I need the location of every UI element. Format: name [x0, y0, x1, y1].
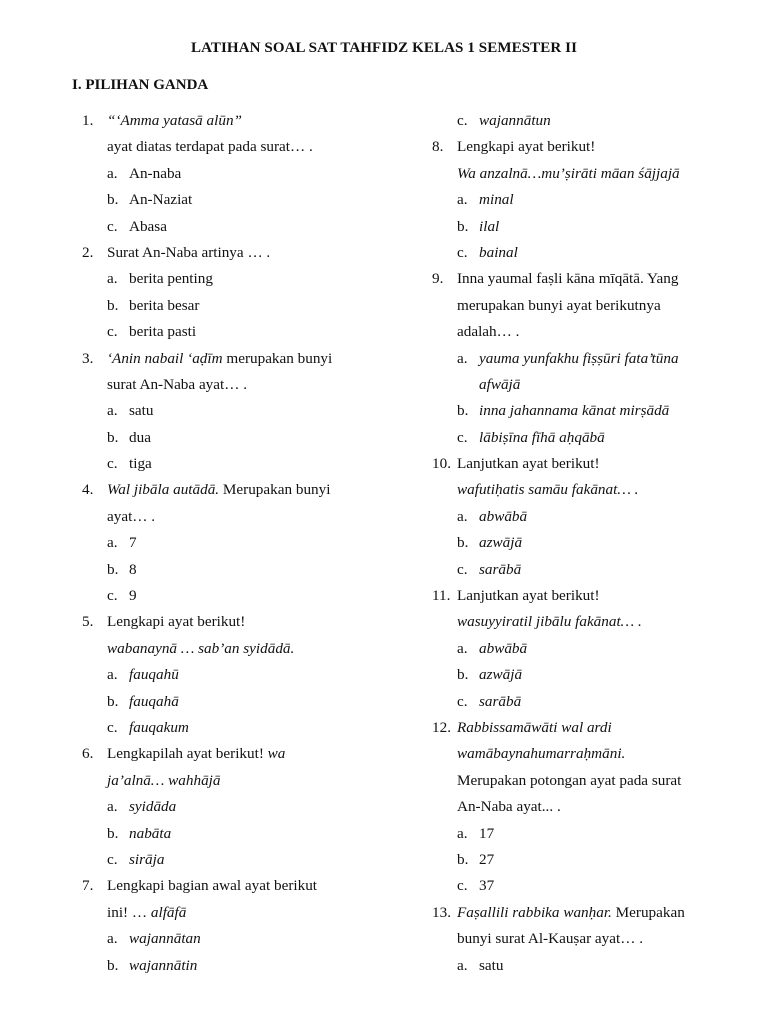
question-number: 3.	[82, 349, 94, 367]
question-12	[432, 715, 757, 741]
question-text-italic: Rabbissamāwāti wal ardi	[457, 718, 612, 736]
question-text: Lengkapi ayat berikut!	[107, 613, 246, 631]
option-a-continued: afwājā	[479, 375, 521, 393]
question-text: Merupakan bunyi	[219, 481, 331, 499]
question-text-continued: ayat diatas terdapat pada surat… .	[107, 138, 313, 156]
question-text-continued: wasuyyiratil jibālu fakānat… .	[457, 613, 642, 631]
question-text-italic: ‘Anin nabail ‘aḍīm	[107, 349, 223, 367]
question-text-continued: surat An-Naba ayat… .	[107, 375, 248, 393]
question-text-italic: Wal jibāla autādā.	[107, 481, 220, 499]
section-heading: I. PILIHAN GANDA	[72, 77, 209, 93]
option-b: b. 27	[457, 850, 495, 868]
question-text-continued: ja’alnā… wahhājā	[107, 771, 221, 789]
question-text-continued: Wa anzalnā…mu’ṣirāti māan śājjajā	[457, 164, 680, 182]
question-number: 7.	[82, 877, 94, 895]
option-a: a. syidāda	[107, 798, 177, 816]
question-text-italic: wa	[267, 745, 286, 763]
question-number: 11.	[432, 587, 451, 605]
option-b: b. berita besar	[107, 296, 200, 314]
question-text: Surat An-Naba artinya … .	[107, 243, 271, 261]
question-text: Merupakan	[611, 903, 685, 921]
option-c: c. sarābā	[457, 560, 522, 578]
option-b: b. nabāta	[107, 824, 172, 842]
option-a: a. 7	[107, 534, 137, 552]
option-b: b. An-Naziat	[107, 191, 193, 209]
question-number: 12.	[432, 718, 451, 736]
question-text-continued: merupakan bunyi ayat berikutnya	[457, 296, 661, 314]
option-b: b. wajannātin	[107, 956, 198, 974]
question-text: Lengkapi ayat berikut!	[457, 138, 596, 156]
option-b: b. ilal	[457, 217, 500, 235]
option-c: c. berita pasti	[107, 323, 197, 341]
option-b: b. 8	[107, 560, 137, 578]
option-c: c. Abasa	[107, 217, 167, 235]
question-text-continued: ini! … alfāfā	[107, 903, 187, 921]
question-text-continued: An-Naba ayat... .	[457, 798, 561, 816]
question-2	[82, 240, 397, 266]
question-number: 1.	[82, 112, 94, 129]
option-c: c. lābiṣīna fīhā aḥqābā	[457, 428, 605, 446]
question-13	[432, 900, 757, 926]
option-a: a. 17	[457, 824, 495, 842]
option-a: a. wajannātan	[107, 930, 201, 948]
question-5	[82, 609, 397, 635]
question-text: Lanjutkan ayat berikut!	[457, 455, 600, 473]
question-text-continued: adalah… .	[457, 323, 520, 341]
option-a: a. An-naba	[107, 164, 182, 182]
question-text: Inna yaumal faṣli kāna mīqātā. Yang	[457, 270, 679, 288]
option-c: c. sirāja	[107, 850, 165, 868]
question-number: 13.	[432, 903, 451, 921]
option-a: a. abwābā	[457, 639, 528, 657]
option-b: b. inna jahannama kānat mirṣādā	[457, 402, 670, 420]
question-11	[432, 583, 757, 609]
option-a: a. fauqahū	[107, 666, 179, 684]
question-text-italic: Faṣallili rabbika wanḥar.	[457, 903, 612, 921]
question-1	[82, 108, 397, 134]
question-number: 8.	[432, 138, 444, 156]
option-b: b. fauqahā	[107, 692, 179, 710]
question-number: 9.	[432, 270, 444, 288]
option-c: c. tiga	[107, 455, 152, 473]
left-column	[82, 108, 397, 979]
question-text: “‘Amma yatasā alūn”	[107, 112, 243, 129]
question-number: 2.	[82, 243, 94, 261]
question-8	[432, 134, 757, 160]
question-text-continued: wabanaynā … sab’an syidādā.	[107, 639, 295, 657]
question-number: 6.	[82, 745, 94, 763]
option-c: c. wajannātun	[457, 112, 551, 129]
option-c: c. bainal	[457, 243, 518, 261]
question-10	[432, 451, 757, 477]
question-text-continued: Merupakan potongan ayat pada surat	[457, 771, 682, 789]
question-4	[82, 477, 397, 503]
question-number: 4.	[82, 481, 94, 499]
option-a: a. satu	[107, 402, 154, 420]
question-text: merupakan bunyi	[222, 349, 333, 367]
option-b: b. dua	[107, 428, 151, 446]
question-text-continued: bunyi surat Al-Kauṣar ayat… .	[457, 930, 644, 948]
option-b: b. azwājā	[457, 666, 523, 684]
question-text: Lengkapi bagian awal ayat berikut	[107, 877, 318, 895]
option-a: a. yauma yunfakhu fiṣṣūri fata’tūna	[457, 349, 679, 367]
option-c: c. fauqakum	[107, 718, 189, 736]
option-a: a. abwābā	[457, 507, 528, 525]
option-a: a. berita penting	[107, 270, 213, 288]
option-c: c. 37	[457, 877, 495, 895]
option-c: c. sarābā	[457, 692, 522, 710]
question-9	[432, 266, 757, 292]
document-title: LATIHAN SOAL SAT TAHFIDZ KELAS 1 SEMESTER II	[190, 40, 578, 56]
question-number: 5.	[82, 613, 94, 631]
question-text: Lengkapilah ayat berikut!	[107, 745, 268, 763]
question-text-continued: wamābaynahumarraḥmāni.	[457, 745, 626, 763]
right-column	[432, 108, 757, 979]
question-text-continued: wafutiḥatis samāu fakānat… .	[457, 481, 639, 499]
question-text-continued: ayat… .	[107, 507, 156, 525]
question-3	[82, 346, 397, 372]
option-b: b. azwājā	[457, 534, 523, 552]
question-text: Lanjutkan ayat berikut!	[457, 587, 600, 605]
question-6	[82, 741, 397, 767]
question-number: 10.	[432, 455, 451, 473]
question-7	[82, 873, 397, 899]
option-a: a. minal	[457, 191, 514, 209]
option-c: c. 9	[107, 587, 137, 605]
option-a: a. satu	[457, 956, 504, 974]
